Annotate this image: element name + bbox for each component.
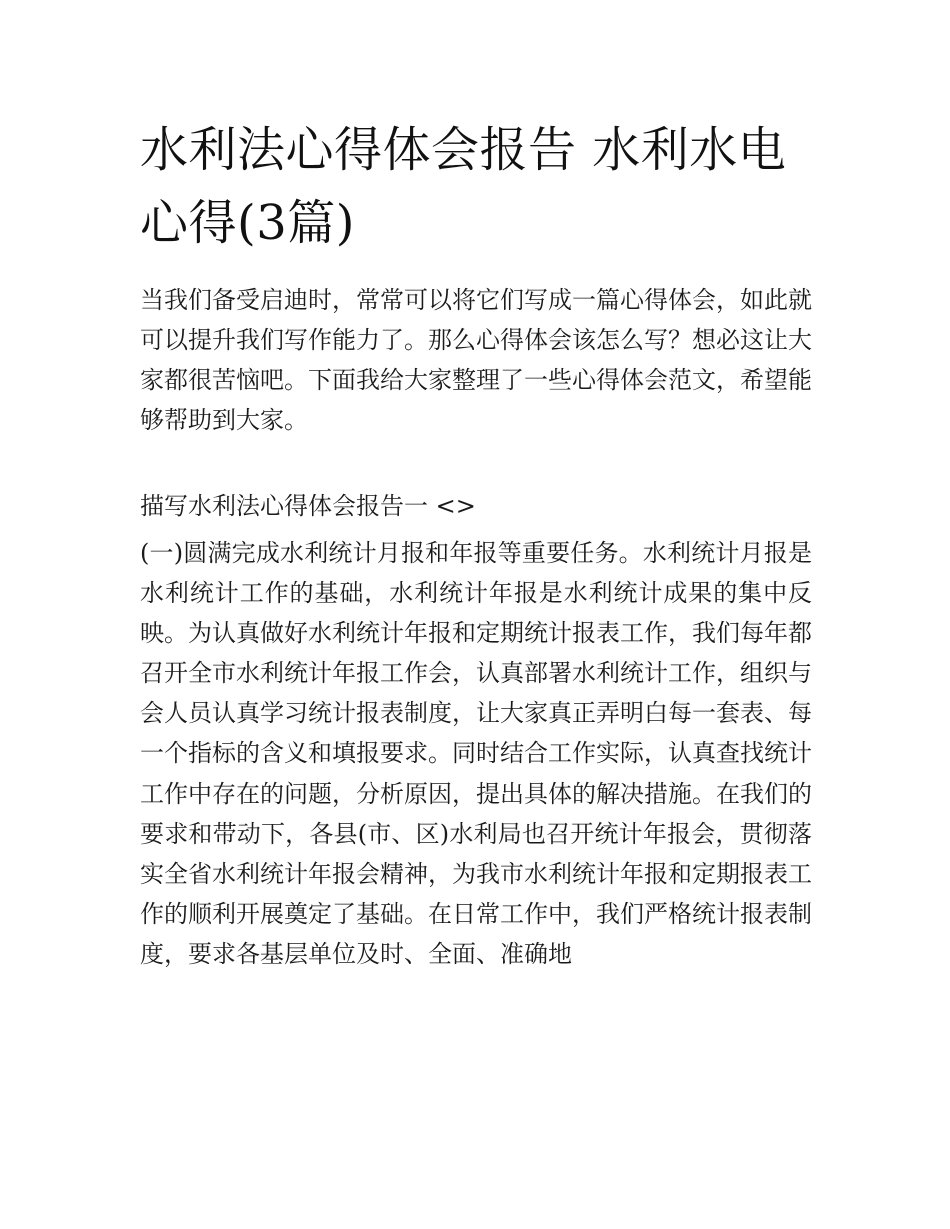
document-title: 水利法心得体会报告 水利水电心得(3篇) (140, 122, 787, 251)
intro-paragraph: 当我们备受启迪时，常常可以将它们写成一篇心得体会，如此就可以提升我们写作能力了。那么心得体会该怎么写？想必这让大家都很苦恼吧。下面我给大家整理了一些心得体会范文，希望能够帮助到大家。 (140, 286, 812, 434)
body-paragraph: (一)圆满完成水利统计月报和年报等重要任务。水利统计月报是水利统计工作的基础，水利统计年报是水利统计成果的集中反映。为认真做好水利统计年报和定期统计报表工作，我们每年都召开全市水利统计年报工作会，认真部署水利统计工作，组织与会人员认真学习统计报表制度，让大家真正弄明白每一套表、每一个指标的含义和填报要求。同时结合工作实际，认真查找统计工作中存在的问题，分析原因，提出具体的解决措施。在我们的要求和带动下，各县(市、区)水利局也召开统计年报会，贯彻落实全省水利统计年报会精神，为我市水利统计年报和定期报表工作的顺利开展奠定了基础。在日常工作中，我们严格统计报表制度，要求各基层单位及时、全面、准确地 (140, 539, 812, 968)
section-heading: 描写水利法心得体会报告一 <> (140, 492, 476, 520)
